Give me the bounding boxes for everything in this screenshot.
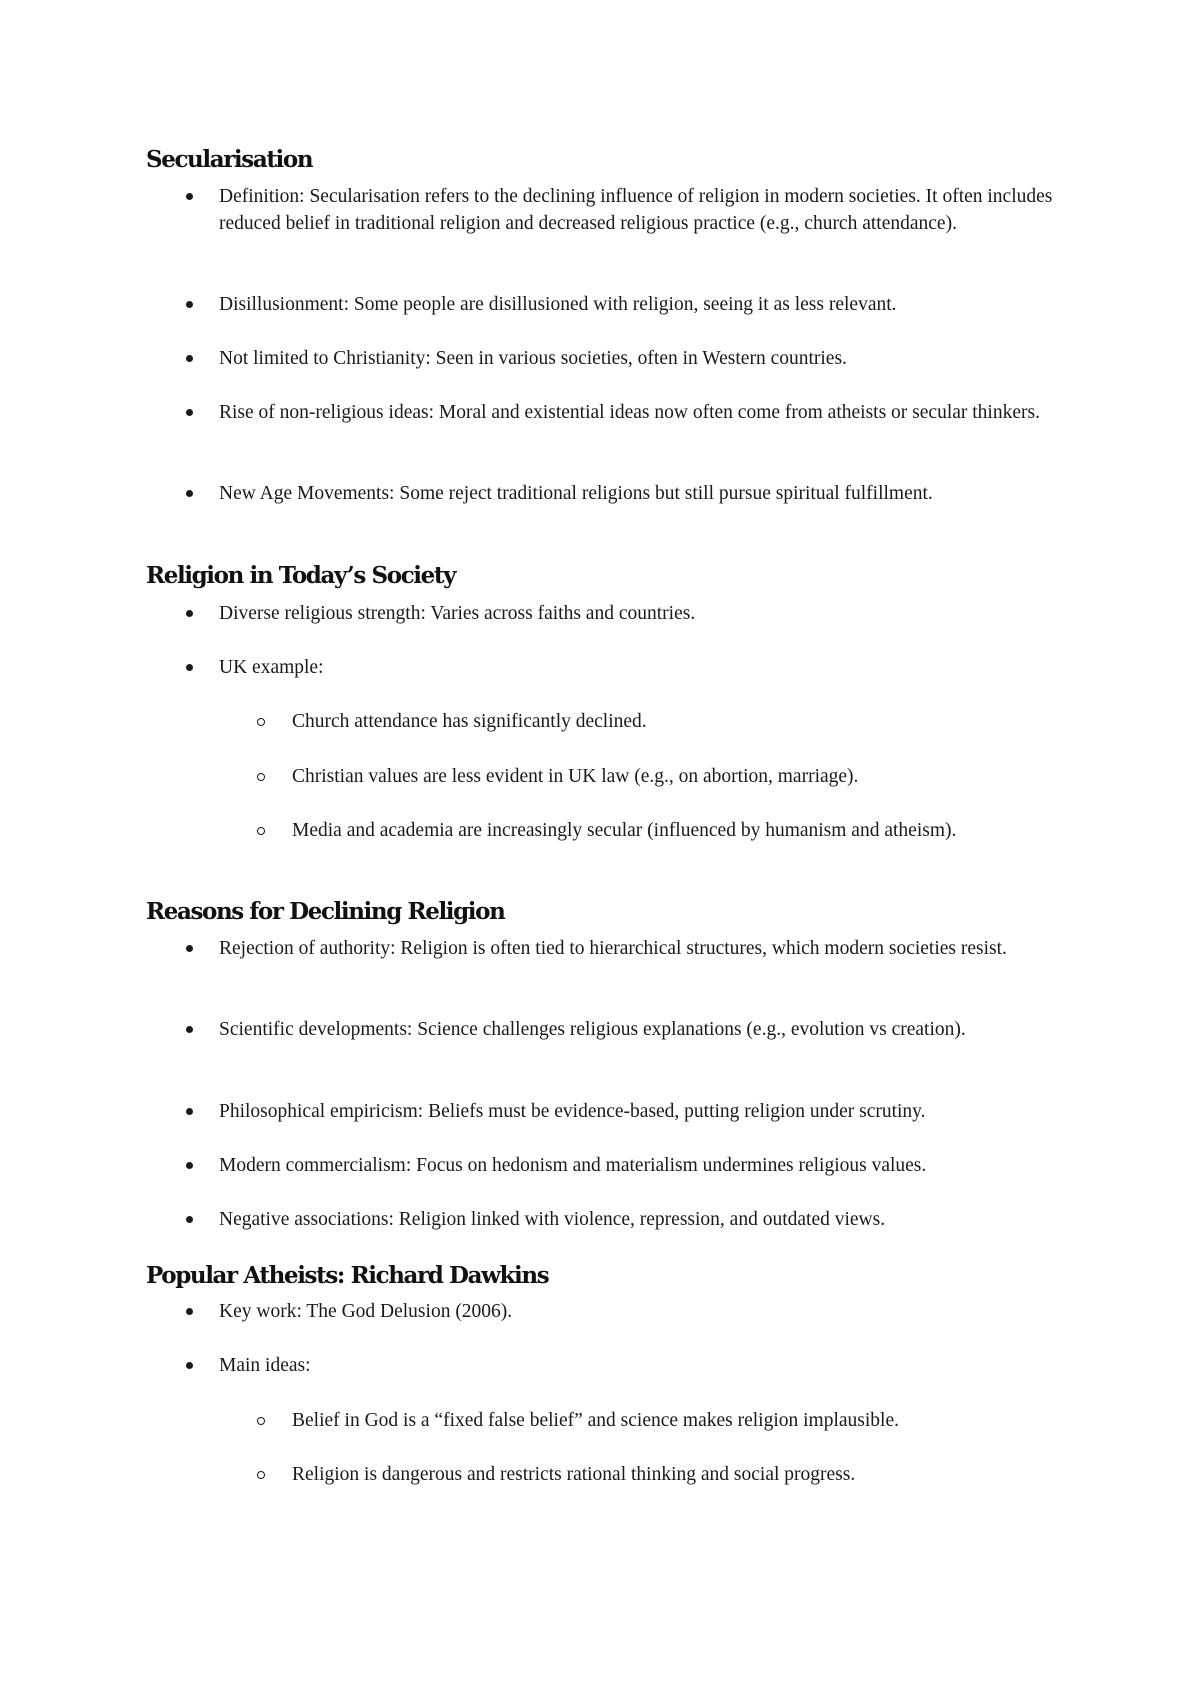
list-item-text: Christian values are less evident in UK law (e.g., on abortion, marriage). <box>292 766 859 787</box>
bullet-icon <box>186 664 193 671</box>
sub-list-item <box>292 1461 1082 1488</box>
list-item-text: Scientific developments: Science challenges religious explanations (e.g., evolution vs creation). <box>219 1019 966 1040</box>
bullet-icon <box>186 490 193 497</box>
list-item-text: Church attendance has significantly declined. <box>292 711 647 732</box>
list-item <box>219 935 1079 962</box>
list-item <box>219 1352 1079 1379</box>
sub-list-item <box>292 817 1082 844</box>
hollow-bullet-icon <box>257 1417 265 1425</box>
list-item <box>219 480 1079 507</box>
section-heading-religion-today: Religion in Today’s Society <box>146 562 456 589</box>
bullet-icon <box>186 610 193 617</box>
list-item <box>219 291 1079 318</box>
list-item <box>219 399 1079 426</box>
list-item-text: Belief in God is a “fixed false belief” and science makes religion implausible. <box>292 1410 899 1431</box>
bullet-icon <box>186 355 193 362</box>
list-item <box>219 1098 1079 1125</box>
list-item <box>219 345 1079 372</box>
bullet-icon <box>186 1362 193 1369</box>
list-item-text: Disillusionment: Some people are disillusioned with religion, seeing it as less relevant. <box>219 294 897 315</box>
list-item <box>219 654 1079 681</box>
list-item <box>219 600 1079 627</box>
list-item-text: Diverse religious strength: Varies across faiths and countries. <box>219 603 696 624</box>
list-item-text: New Age Movements: Some reject traditional religions but still pursue spiritual fulfillment. <box>219 483 933 504</box>
list-item-text: Negative associations: Religion linked with violence, repression, and outdated views. <box>219 1209 886 1230</box>
hollow-bullet-icon <box>257 718 265 726</box>
bullet-icon <box>186 1308 193 1315</box>
list-item-text: Philosophical empiricism: Beliefs must be evidence-based, putting religion under scrutiny. <box>219 1101 926 1122</box>
list-item-text: Not limited to Christianity: Seen in various societies, often in Western countries. <box>219 348 847 369</box>
list-item <box>219 1152 1079 1179</box>
bullet-icon <box>186 1026 193 1033</box>
section-heading-secularisation: Secularisation <box>146 146 313 173</box>
hollow-bullet-icon <box>257 827 265 835</box>
list-item <box>219 1016 1079 1043</box>
list-item-text: UK example: <box>219 657 324 678</box>
sub-list-item <box>292 763 1082 790</box>
bullet-icon <box>186 409 193 416</box>
list-item-text: Media and academia are increasingly secular (influenced by humanism and atheism). <box>292 820 957 841</box>
list-item-text: Rise of non-religious ideas: Moral and existential ideas now often come from atheists or secular thinkers. <box>219 402 1040 423</box>
bullet-icon <box>186 193 193 200</box>
list-item-text: Main ideas: <box>219 1355 311 1376</box>
list-item-text: Modern commercialism: Focus on hedonism and materialism undermines religious values. <box>219 1155 927 1176</box>
hollow-bullet-icon <box>257 1471 265 1479</box>
section-heading-reasons: Reasons for Declining Religion <box>146 898 505 925</box>
list-item-text: Rejection of authority: Religion is often tied to hierarchical structures, which modern societies resist. <box>219 938 1007 959</box>
bullet-icon <box>186 1108 193 1115</box>
list-item-text: Key work: The God Delusion (2006). <box>219 1301 513 1322</box>
section-heading-dawkins: Popular Atheists: Richard Dawkins <box>146 1262 549 1289</box>
sub-list-item <box>292 1407 1082 1434</box>
bullet-icon <box>186 1216 193 1223</box>
list-item <box>219 183 1079 237</box>
bullet-icon <box>186 945 193 952</box>
list-item-text: Definition: Secularisation refers to the declining influence of religion in modern societies. It often includes reduced belief in traditional religion and decreased religious practice (e.g., church attendance). <box>219 186 1053 234</box>
list-item <box>219 1206 1079 1233</box>
bullet-icon <box>186 1162 193 1169</box>
sub-list-item <box>292 708 1082 735</box>
bullet-icon <box>186 301 193 308</box>
list-item <box>219 1298 1079 1325</box>
hollow-bullet-icon <box>257 773 265 781</box>
list-item-text: Religion is dangerous and restricts rational thinking and social progress. <box>292 1464 856 1485</box>
